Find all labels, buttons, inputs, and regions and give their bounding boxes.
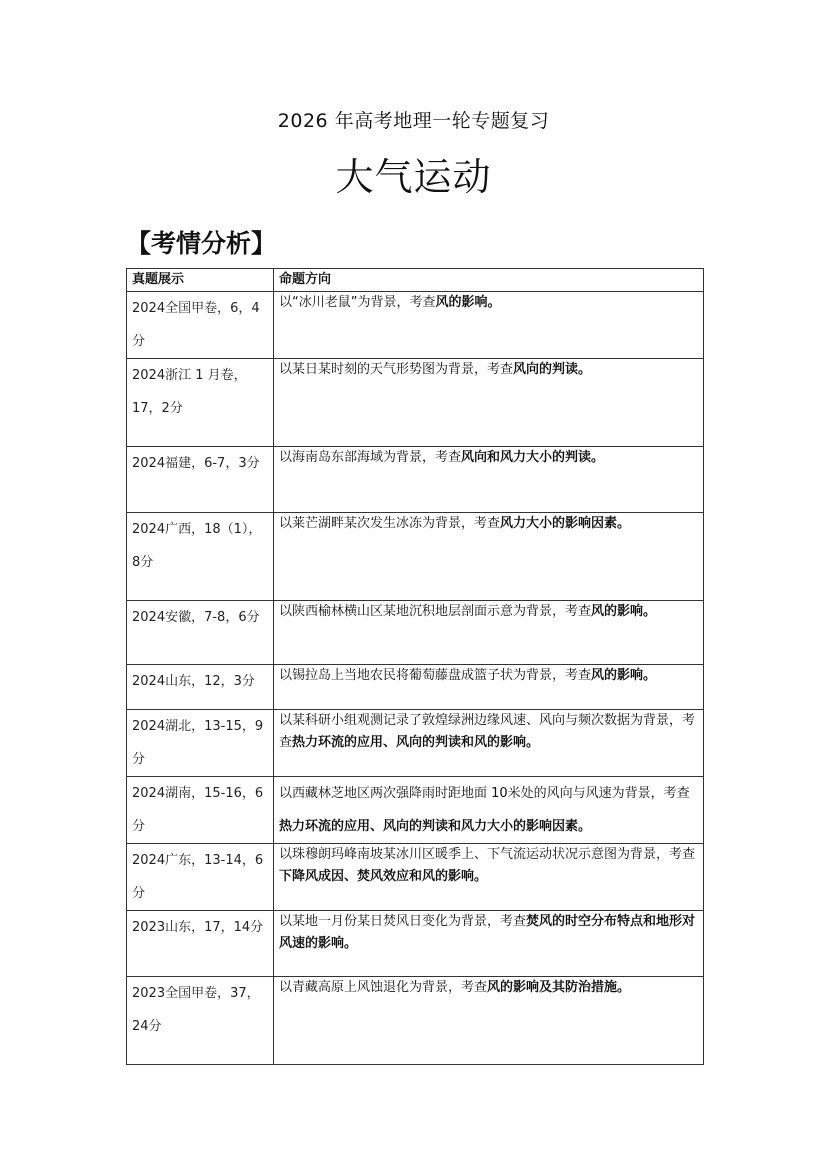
exam-direction — [274, 911, 704, 977]
direction-focus: 风的影响。 — [591, 604, 657, 619]
direction-focus: 风向和风力大小的判读。 — [461, 450, 605, 465]
table-row — [127, 844, 704, 911]
exam-direction — [274, 777, 704, 844]
direction-text: 以某日某时刻的天气形势图为背景，考查 — [279, 362, 514, 377]
table-row — [127, 359, 704, 447]
table-row — [127, 601, 704, 665]
column-header-source: 真题展示 — [127, 269, 274, 292]
exam-direction — [274, 710, 704, 777]
direction-focus: 焚风的时空分布特点和地形对风速的影响。 — [279, 914, 696, 951]
table-row — [127, 292, 704, 359]
exam-source: 2024山东，12，3分 — [127, 665, 274, 710]
direction-focus: 风的影响。 — [435, 295, 501, 310]
direction-focus: 热力环流的应用、风向的判读和风力大小的影响因素。 — [279, 819, 592, 834]
exam-direction — [274, 977, 704, 1065]
direction-text: 以珠穆朗玛峰南坡某冰川区暖季上、下气流运动状况示意图为背景，考查 — [279, 847, 696, 862]
table-row — [127, 447, 704, 513]
column-header-direction: 命题方向 — [274, 269, 704, 292]
exam-source: 2023山东，17，14分 — [127, 911, 274, 977]
exam-direction — [274, 665, 704, 710]
direction-text: 以西藏林芝地区两次强降雨时距地面 10米处的风向与风速为背景，考查 — [279, 786, 690, 801]
direction-text: 以“冰川老鼠”为背景，考查 — [279, 295, 436, 310]
section-heading: 【考情分析】 — [126, 229, 277, 258]
exam-direction — [274, 359, 704, 447]
exam-direction — [274, 844, 704, 911]
exam-direction — [274, 601, 704, 665]
direction-text: 以某地一月份某日焚风日变化为背景，考查 — [279, 914, 527, 929]
direction-focus: 下降风成因、焚风效应和风的影响。 — [279, 869, 488, 884]
exam-direction — [274, 447, 704, 513]
table-row — [127, 911, 704, 977]
direction-focus: 风向的判读。 — [513, 362, 592, 377]
table-row — [127, 977, 704, 1065]
exam-source: 2024全国甲卷，6，4分 — [127, 292, 274, 359]
table-row — [127, 513, 704, 601]
exam-source: 2024湖北，13-15，9分 — [127, 710, 274, 777]
exam-source: 2024广东，13-14，6分 — [127, 844, 274, 911]
direction-text: 以陕西榆林横山区某地沉积地层剖面示意为背景，考查 — [279, 604, 592, 619]
table-row — [127, 710, 704, 777]
exam-source: 2024广西，18（1），8分 — [127, 513, 274, 601]
direction-focus: 风的影响。 — [591, 668, 657, 683]
table-row — [127, 777, 704, 844]
exam-source: 2024安徽，7-8，6分 — [127, 601, 274, 665]
exam-analysis-table — [126, 268, 704, 1065]
exam-source: 2024福建，6-7，3分 — [127, 447, 274, 513]
direction-text: 以锡拉岛上当地农民将葡萄藤盘成篮子状为背景，考查 — [279, 668, 592, 683]
exam-direction — [274, 292, 704, 359]
exam-source: 2024湖南，15-16，6分 — [127, 777, 274, 844]
direction-focus: 风的影响及其防治措施。 — [487, 980, 631, 995]
direction-text: 以莱芒湖畔某次发生冰冻为背景，考查 — [279, 516, 501, 531]
exam-source: 2024浙江 1 月卷，17，2分 — [127, 359, 274, 447]
exam-source: 2023全国甲卷，37，24分 — [127, 977, 274, 1065]
direction-text: 以某科研小组观测记录了敦煌绿洲边缘风速、风向与频次数据为背景，考查 — [279, 713, 696, 750]
document-title: 大气运动 — [335, 155, 492, 199]
document-subtitle: 2026 年高考地理一轮专题复习 — [277, 110, 550, 132]
direction-focus: 热力环流的应用、风向的判读和风的影响。 — [292, 735, 540, 750]
table-row — [127, 665, 704, 710]
direction-text: 以青藏高原上风蚀退化为背景，考查 — [279, 980, 488, 995]
table-header-row — [127, 269, 704, 292]
exam-direction — [274, 513, 704, 601]
direction-focus: 风力大小的影响因素。 — [500, 516, 631, 531]
direction-text: 以海南岛东部海域为背景，考查 — [279, 450, 462, 465]
